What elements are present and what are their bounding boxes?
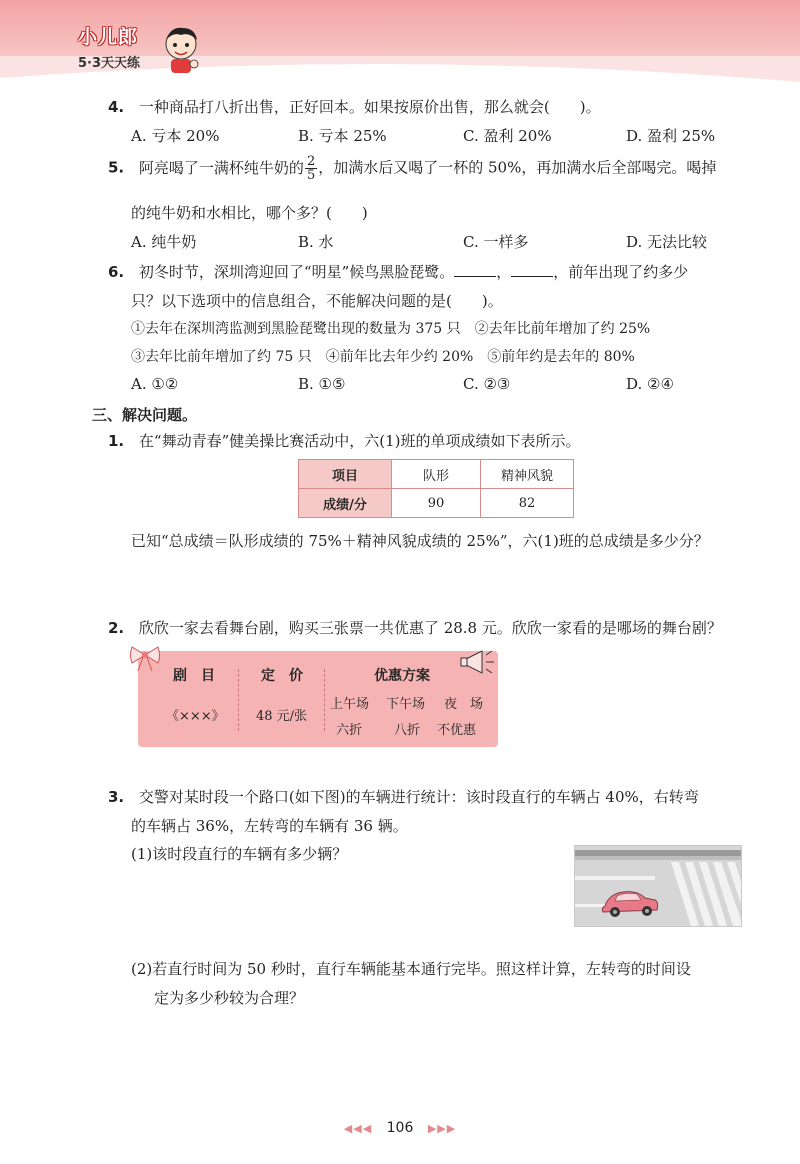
option-d: D. 无法比较 [626,233,708,251]
option-d: D. 盈利 25% [626,127,716,145]
option-b: B. 水 [298,233,334,251]
option-a: A. ①② [131,375,179,393]
table-cell: 90 [392,489,481,518]
right-arrows-icon: ▶▶▶ [427,1122,457,1135]
sub-question-2-b: 定为多少秒较为合理？ [154,989,305,1007]
divider [238,669,239,731]
option-c: C. 盈利 20% [463,127,552,145]
problem-text-b: 的车辆占 36%，左转弯的车辆有 36 辆。 [131,817,408,835]
score-table [298,459,574,518]
ticket-price: 48 元/张 [256,709,308,724]
question-text-c: 只？以下选项中的信息组合，不能解决问题的是( )。 [131,292,503,310]
question-5 [108,155,716,182]
megaphone-icon [458,645,498,679]
intersection-illustration [575,846,741,926]
question-number: 6. [108,263,125,281]
ticket-header-name: 剧 目 [173,668,215,684]
problem-number: 1. [108,432,125,450]
section-title: 三、解决问题。 [92,406,198,424]
table-header-item: 项目 [299,460,392,489]
question-text: 一种商品打八折出售，正好回本。如果按原价出售，那么就会( )。 [138,98,601,116]
problem-number: 2. [108,619,125,637]
question-text-a: 初冬时节，深圳湾迎回了“明星”候鸟黑脸琵鹭。 [138,263,455,281]
sub-question-1: (1)该时段直行的车辆有多少辆？ [131,845,348,863]
divider [324,669,325,731]
problem-number: 3. [108,788,125,806]
problem-text: 在“舞动青春”健美操比赛活动中，六(1)班的单项成绩如下表所示。 [138,432,581,450]
question-text-c: 的纯牛奶和水相比，哪个多？( ) [131,204,368,222]
left-arrows-icon: ◀◀◀ [343,1122,373,1135]
question-4 [108,96,601,117]
table-row [299,489,574,518]
separator: ， [496,263,512,281]
ticket-header-price: 定 价 [261,668,303,684]
fraction-denominator: 5 [306,168,316,183]
problem-3 [108,786,699,807]
table-row-label: 成绩/分 [299,489,392,518]
ticket-header-discount: 优惠方案 [374,668,430,684]
info-line-2: ③去年比前年增加了约 75 只 ④前年比去年少约 20% ⑤前年约是去年的 80% [131,349,635,365]
question-text-b: ，前年出现了约多少 [553,263,689,281]
intersection-photo [574,845,742,927]
sub-question-2-a: (2)若直行时间为 50 秒时，直行车辆能基本通行完毕。照这样计算，左转弯的时间设 [131,960,691,978]
ticket-show-name: 《×××》 [166,709,225,724]
fraction-numerator: 2 [306,154,316,169]
ticket-card [138,651,498,747]
problem-text-a: 交警对某时段一个路口(如下图)的车辆进行统计：该时段直行的车辆占 40%，右转弯 [138,788,699,806]
discount-afternoon: 八折 [394,723,421,738]
table-header-col2: 精神风貌 [481,460,574,489]
problem-text-2: 已知“总成绩＝队形成绩的 75%＋精神风貌成绩的 25%”，六(1)班的总成绩是多少分？ [131,532,709,550]
option-b: B. ①⑤ [298,375,346,393]
problem-2 [108,617,722,638]
discount-evening: 不优惠 [437,723,477,738]
fill-blank[interactable] [511,262,553,277]
session-morning: 上午场 [330,697,370,712]
page-footer [0,1120,800,1136]
session-evening: 夜 场 [444,697,484,712]
option-b: B. 亏本 25% [298,127,387,145]
problem-text: 欣欣一家去看舞台剧，购买三张票一共优惠了 28.8 元。欣欣一家看的是哪场的舞台剧？ [138,619,722,637]
question-6 [108,261,688,282]
table-cell: 82 [481,489,574,518]
question-text-b: ，加满水后又喝了一杯的 50%，再加满水后全部喝完。喝掉 [318,158,717,177]
option-d: D. ②④ [626,375,674,393]
discount-morning: 六折 [336,723,363,738]
info-line-1: ①去年在深圳湾监测到黑脸琵鹭出现的数量为 375 只 ②去年比前年增加了约 25% [131,321,651,337]
option-a: A. 亏本 20% [131,127,220,145]
option-a: A. 纯牛奶 [131,233,197,251]
session-afternoon: 下午场 [386,697,426,712]
question-number: 5. [108,158,125,177]
brand-logo [78,22,208,82]
problem-1 [108,430,581,451]
fraction [305,155,317,182]
fill-blank[interactable] [454,262,496,277]
option-c: C. ②③ [463,375,511,393]
series-name: 5·3天天练 [78,56,141,71]
option-c: C. 一样多 [463,233,529,251]
page-number: 106 [386,1120,414,1136]
bow-icon [128,643,162,673]
table-header-col1: 队形 [392,460,481,489]
mascot-icon [161,22,201,78]
brand-title: 小儿郎 [78,26,139,48]
table-row [299,460,574,489]
question-text-a: 阿亮喝了一满杯纯牛奶的 [138,158,304,177]
question-number: 4. [108,98,125,116]
